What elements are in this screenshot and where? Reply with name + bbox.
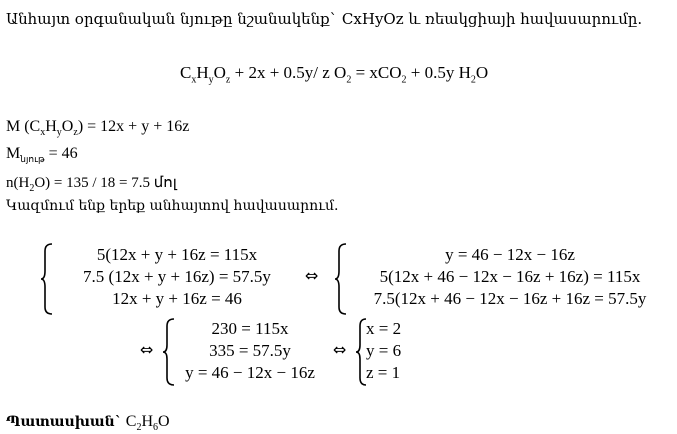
intro-text: Անհայտ օրգանական նյութը նշանակենք` CxHyOz և ռեակցիայի հավասարումը. — [6, 10, 643, 28]
system4-eq2: y = 6 — [366, 341, 402, 360]
system2-eq3: 7.5(12x + 46 − 12x − 16z + 16z = 57.5y — [373, 289, 647, 308]
system2-eq2: 5(12x + 46 − 12x − 16z + 16z) = 115x — [379, 267, 641, 286]
reaction-equation: $C_xH_yO_z + 2x + 0.5y/$ z $O_2 = xCO_2 + 0.5y$ $H_2O$ — [180, 63, 489, 86]
system4-equations — [366, 318, 401, 384]
equivalence-arrow-2: ⇔ — [140, 340, 154, 359]
answer-formula: $C_2H_6O$ — [121, 413, 170, 434]
system3-equations — [170, 318, 330, 384]
system4-eq3: z = 1 — [366, 363, 401, 382]
system1-eq2: 7.5 (12x + y + 16z) = 57.5y — [83, 267, 271, 286]
system-intro-text: Կազմում ենք երեք անհայտով հավասարում. — [6, 198, 339, 214]
substance-mass-line: $M_{նյութ} = 46$ — [6, 145, 78, 165]
system1-eq1: 5(12x + y + 16z = 115x — [96, 245, 258, 264]
molar-mass-line: M $(C_xH_yO_z) = 12x + y + 16z$ — [6, 118, 190, 139]
system4-eq1: x = 2 — [366, 319, 402, 338]
system3-eq3: y = 46 − 12x − 16z — [185, 363, 315, 382]
system1-eq3: 12x + y + 16z = 46 — [112, 289, 242, 308]
moles-water-line: $n(H_2O) = 135 / 18 = 7.5$ մոլ — [6, 175, 177, 194]
system3-eq2: 335 = 57.5y — [209, 341, 291, 360]
system2-equations — [344, 244, 676, 310]
answer-line — [6, 411, 170, 433]
answer-label: Պատասխան` — [6, 414, 122, 430]
system1-equations — [52, 244, 302, 310]
equivalence-arrow-1: ⇔ — [305, 266, 319, 285]
system2-eq1: y = 46 − 12x − 16z — [445, 245, 575, 264]
equivalence-arrow-3: ⇔ — [333, 340, 347, 359]
system3-eq1: 230 = 115x — [211, 319, 289, 338]
